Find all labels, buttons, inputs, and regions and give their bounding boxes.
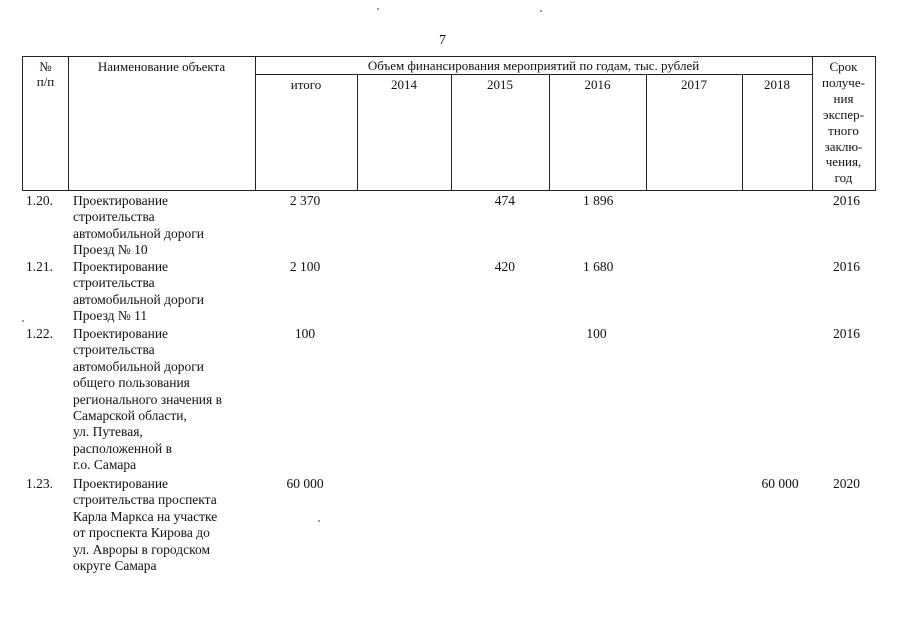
header-year-2016: 2016 bbox=[584, 77, 611, 92]
row-number: 1.22. bbox=[26, 326, 53, 341]
row-number: 1.21. bbox=[26, 259, 53, 274]
row-deadline: 2020 bbox=[833, 476, 860, 491]
row-2016: 1 680 bbox=[583, 259, 614, 274]
row-2015: 474 bbox=[494, 193, 515, 208]
table-header bbox=[22, 56, 876, 191]
row-deadline: 2016 bbox=[833, 259, 860, 274]
header-year-2017: 2017 bbox=[681, 77, 707, 92]
row-name: Проектирование строительства проспекта Карла Маркса на участке от проспекта Кирова до ул. Авроры в городском округе Самара bbox=[73, 476, 218, 574]
scan-speck bbox=[318, 520, 320, 522]
row-2016: 100 bbox=[586, 326, 607, 341]
header-year-2018: 2018 bbox=[764, 77, 790, 92]
row-name: Проектирование строительства автомобильной дороги Проезд № 11 bbox=[73, 259, 204, 324]
row-deadline: 2016 bbox=[833, 326, 860, 341]
row-2015: 420 bbox=[494, 259, 515, 274]
row-name: Проектирование строительства автомобильной дороги Проезд № 10 bbox=[73, 193, 204, 258]
header-total: итого bbox=[290, 77, 322, 92]
scan-speck bbox=[377, 8, 379, 10]
row-deadline: 2016 bbox=[833, 193, 860, 208]
header-num: № п/п bbox=[36, 59, 55, 89]
col-divider bbox=[68, 57, 69, 190]
scan-speck bbox=[22, 320, 24, 322]
row-2016: 1 896 bbox=[583, 193, 614, 208]
row-number: 1.20. bbox=[26, 193, 53, 208]
row-total: 2 370 bbox=[289, 193, 321, 208]
row-name: Проектирование строительства автомобильной дороги общего пользования регионального значения в Самарской области, ул. Путевая, расположенной в г.о. Самара bbox=[73, 326, 222, 473]
row-total: 2 100 bbox=[289, 259, 321, 274]
header-year-2014: 2014 bbox=[391, 77, 417, 92]
row-total: 100 bbox=[294, 326, 316, 341]
row-number: 1.23. bbox=[26, 476, 53, 491]
page-number: 7 bbox=[439, 33, 446, 48]
row-2018: 60 000 bbox=[761, 476, 799, 491]
header-deadline: Срок получе- ния экспер- тного заклю- чения, год bbox=[822, 59, 865, 186]
header-name: Наименование объекта bbox=[97, 59, 226, 74]
header-year-2015: 2015 bbox=[487, 77, 513, 92]
row-total: 60 000 bbox=[286, 476, 324, 491]
header-funding: Объем финансирования мероприятий по годам, тыс. рублей bbox=[367, 58, 700, 73]
funding-divider bbox=[255, 74, 812, 75]
scan-speck bbox=[540, 10, 542, 12]
